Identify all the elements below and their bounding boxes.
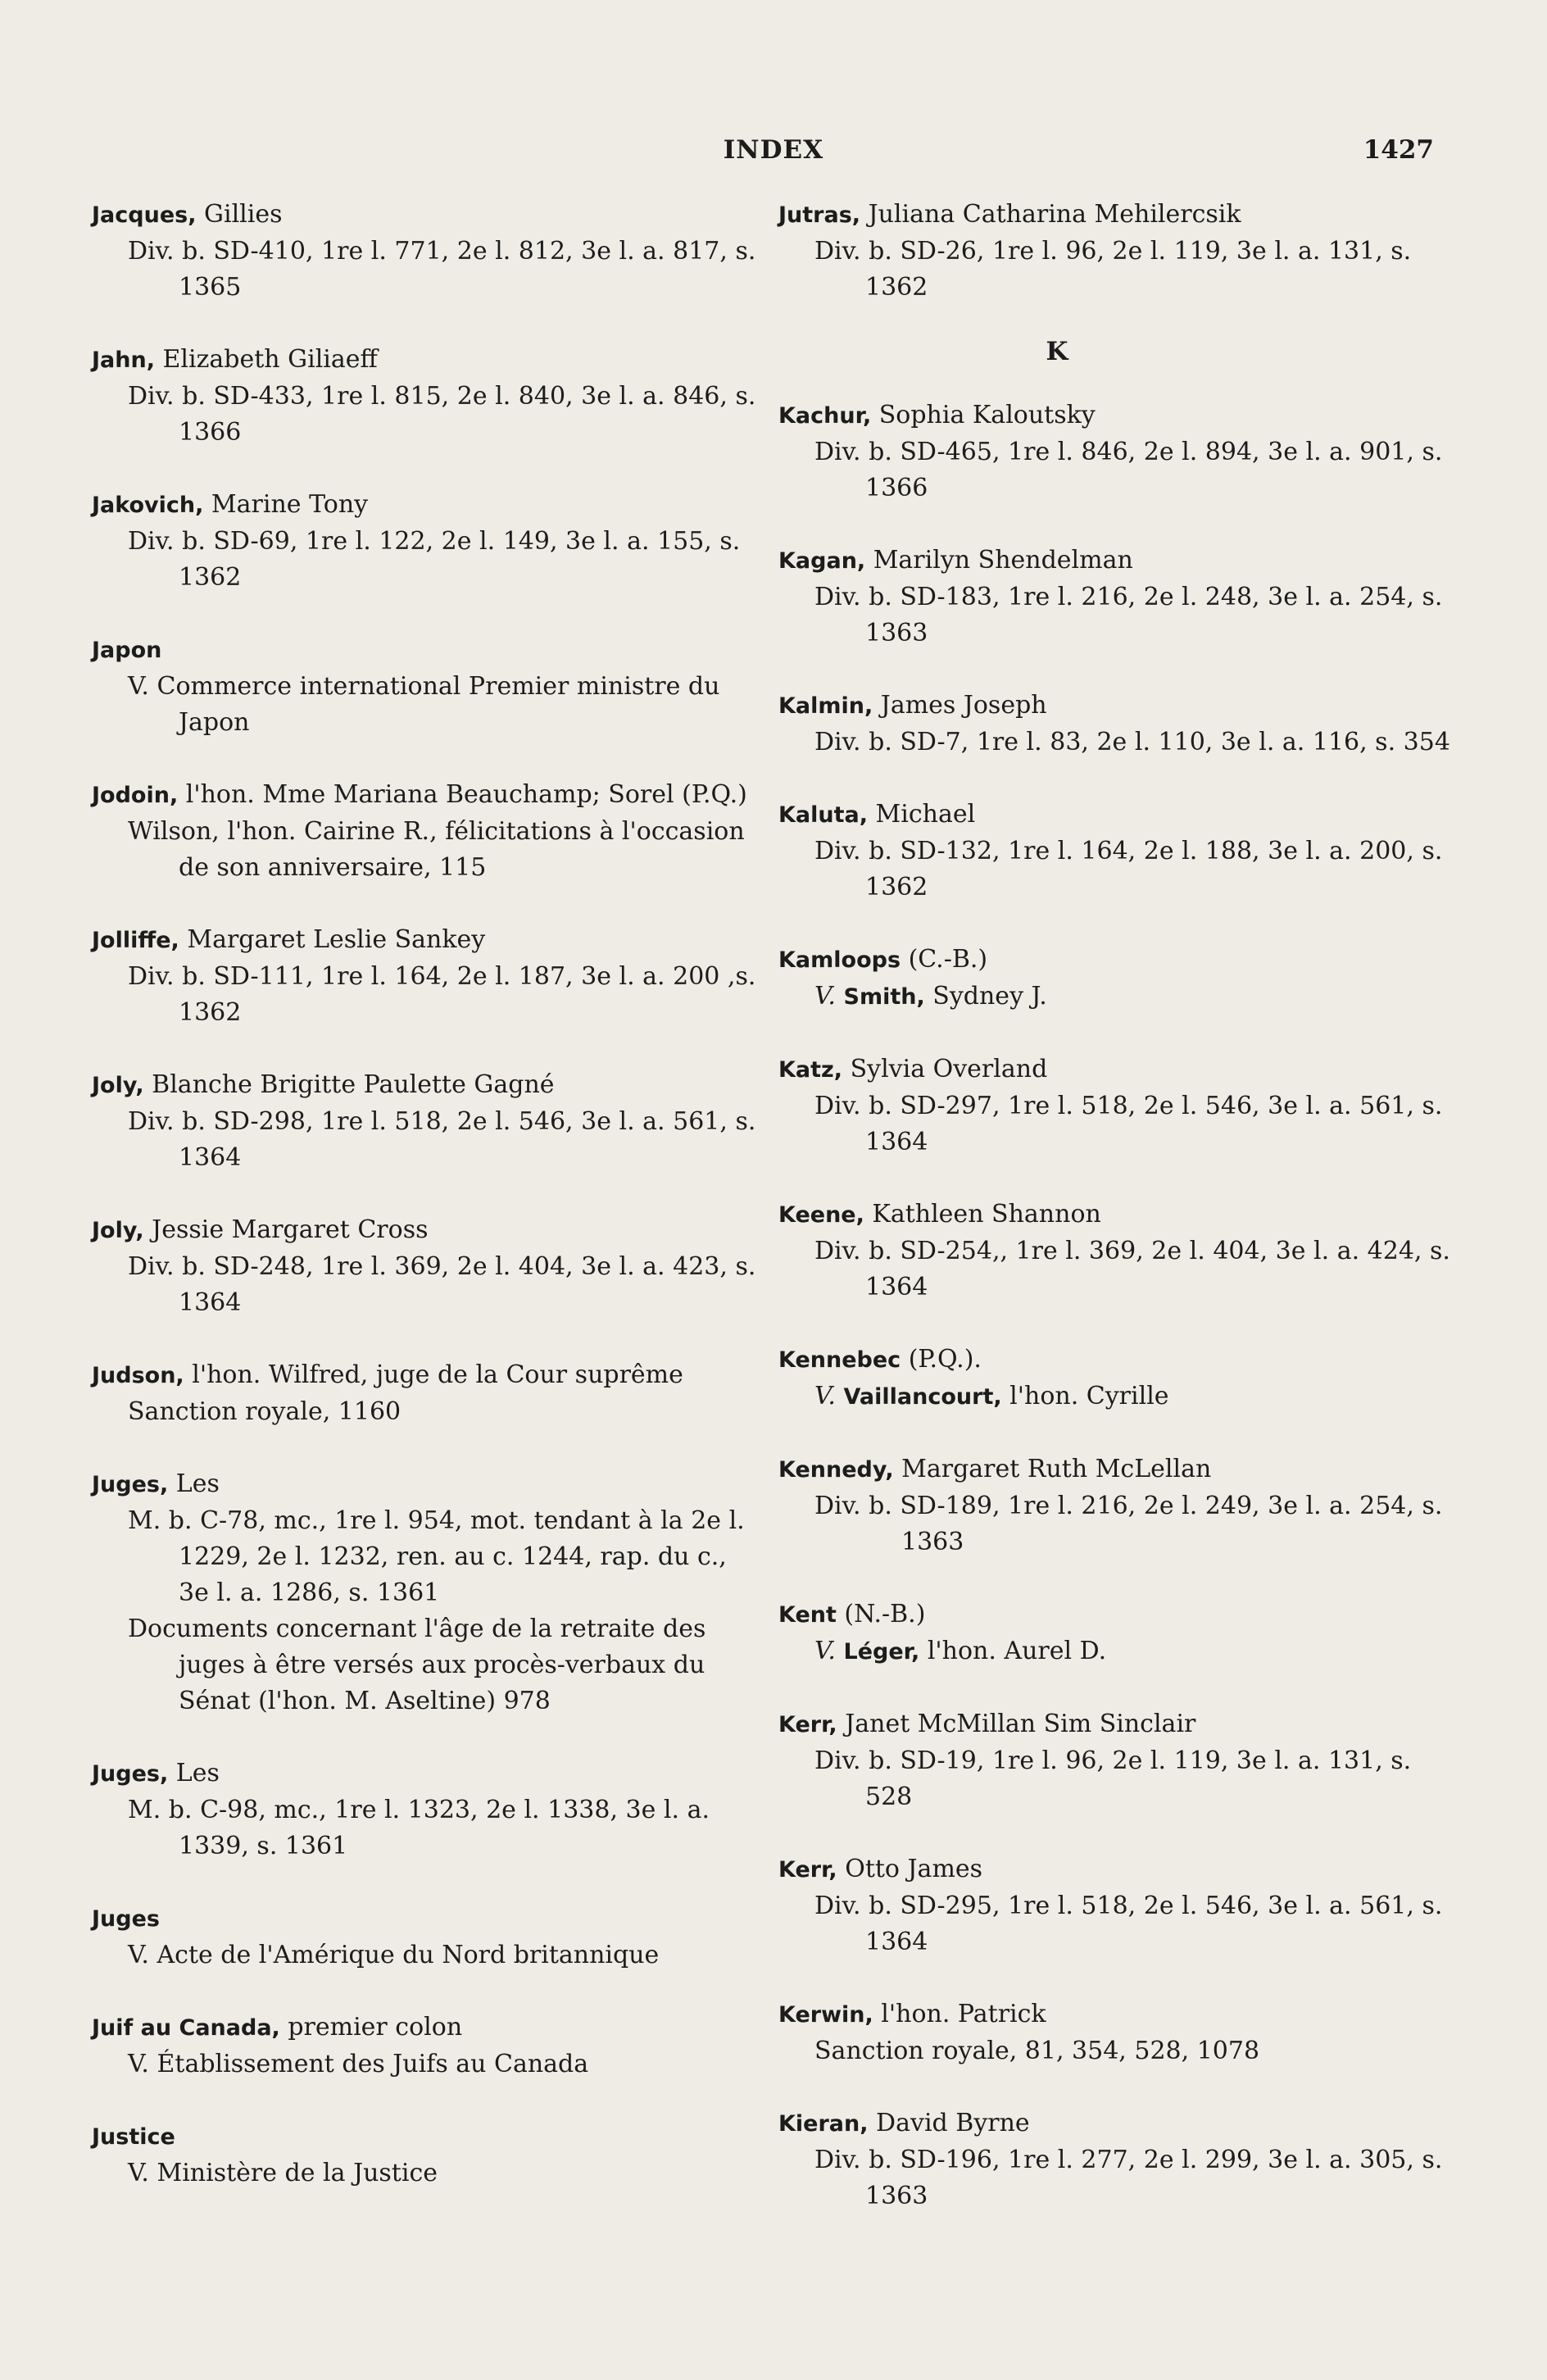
entry-headword: Kaluta, bbox=[778, 802, 869, 828]
right-column bbox=[778, 197, 1450, 2251]
entry-heading bbox=[92, 197, 764, 234]
see-target: Vaillancourt, bbox=[843, 1384, 1002, 1410]
index-entry bbox=[92, 342, 764, 451]
entry-reference: Div. b. SD-433, 1re l. 815, 2e l. 840, 3e l. a. 846, s. 1366 bbox=[128, 382, 756, 447]
entry-reference: Div. b. SD-248, 1re l. 369, 2e l. 404, 3e l. a. 423, s. 1364 bbox=[128, 1252, 756, 1317]
index-entry bbox=[92, 922, 764, 1031]
entry-heading-rest: David Byrne bbox=[868, 2109, 1030, 2137]
entry-reference: Div. b. SD-19, 1re l. 96, 2e l. 119, 3e l. a. 131, s. 528 bbox=[814, 1746, 1412, 1811]
entry-heading-rest: Margaret Ruth McLellan bbox=[893, 1455, 1212, 1483]
index-entry bbox=[778, 1197, 1450, 1306]
index-entry bbox=[92, 1755, 764, 1864]
entry-headword: Justice bbox=[92, 2124, 175, 2150]
entry-headword: Joly, bbox=[92, 1073, 144, 1098]
entry-headword: Juges, bbox=[92, 1472, 169, 1497]
entry-heading bbox=[92, 1357, 764, 1394]
entry-reference: Div. b. SD-69, 1re l. 122, 2e l. 149, 3e l. a. 155, s. 1362 bbox=[128, 527, 741, 592]
entry-heading-rest: l'hon. Wilfred, juge de la Cour suprême bbox=[184, 1360, 683, 1389]
entry-reference: M. b. C-78, mc., 1re l. 954, mot. tendant à la 2e l. 1229, 2e l. 1232, ren. au c. 1244, rap. du c., 3e l. a. 1286, s. 1361 bbox=[128, 1506, 745, 1607]
entry-headword: Jutras, bbox=[778, 202, 861, 228]
entry-heading-rest: (N.-B.) bbox=[836, 1600, 926, 1628]
index-entry bbox=[778, 1851, 1450, 1960]
index-entry bbox=[778, 1597, 1450, 1670]
entry-heading bbox=[92, 1466, 764, 1503]
entry-headword: Kent bbox=[778, 1602, 837, 1628]
index-entry bbox=[778, 1051, 1450, 1160]
entry-heading bbox=[92, 342, 764, 379]
entry-headword: Jodoin, bbox=[92, 783, 179, 808]
entry-heading-rest: Janet McMillan Sim Sinclair bbox=[837, 1710, 1196, 1738]
index-entry bbox=[778, 397, 1450, 506]
entry-headword: Juif au Canada, bbox=[92, 2015, 280, 2041]
entry-headword: Keene, bbox=[778, 1202, 864, 1228]
entry-reference: Div. b. SD-111, 1re l. 164, 2e l. 187, 3e l. a. 200 ,s. 1362 bbox=[128, 962, 756, 1027]
entry-headword: Judson, bbox=[92, 1363, 184, 1388]
entry-heading bbox=[92, 1067, 764, 1104]
entry-headword: Jakovich, bbox=[92, 493, 204, 518]
entry-heading-rest: Les bbox=[168, 1469, 220, 1498]
entry-heading-rest: premier colon bbox=[279, 2013, 463, 2042]
see-target: Smith, bbox=[843, 984, 925, 1010]
entry-reference: V. Ministère de la Justice bbox=[128, 2159, 438, 2187]
entry-headword: Kennebec bbox=[778, 1347, 901, 1373]
entry-headword: Kachur, bbox=[778, 403, 872, 429]
index-entry bbox=[92, 487, 764, 596]
index-entry bbox=[92, 2010, 764, 2082]
entry-heading bbox=[778, 1051, 1450, 1088]
see-reference bbox=[778, 979, 1450, 1015]
entry-heading bbox=[778, 1342, 1450, 1378]
see-reference bbox=[778, 1633, 1450, 1670]
entry-heading bbox=[778, 1996, 1450, 2033]
see-marker: V. bbox=[814, 1382, 836, 1410]
entry-heading-rest: Sylvia Overland bbox=[842, 1055, 1048, 1083]
index-entry bbox=[778, 1342, 1450, 1415]
entry-headword: Katz, bbox=[778, 1057, 843, 1083]
entry-reference: Div. b. SD-26, 1re l. 96, 2e l. 119, 3e l. a. 131, s. 1362 bbox=[814, 237, 1412, 302]
entry-heading-rest: Marilyn Shendelman bbox=[865, 546, 1133, 575]
entry-heading-rest: Michael bbox=[868, 800, 976, 829]
entry-headword: Jahn, bbox=[92, 347, 155, 373]
entry-heading bbox=[92, 922, 764, 959]
entry-reference: Div. b. SD-254,, 1re l. 369, 2e l. 404, 3e l. a. 424, s. 1364 bbox=[814, 1237, 1450, 1301]
entry-heading-rest: Sophia Kaloutsky bbox=[871, 401, 1096, 429]
entry-headword: Jacques, bbox=[92, 202, 197, 228]
entry-heading bbox=[778, 2105, 1450, 2142]
entry-heading bbox=[92, 632, 764, 669]
entry-reference: M. b. C-98, mc., 1re l. 1323, 2e l. 1338, 3e l. a. 1339, s. 1361 bbox=[128, 1796, 710, 1860]
entry-heading-rest: Blanche Brigitte Paulette Gagné bbox=[143, 1070, 555, 1099]
index-entry bbox=[92, 1067, 764, 1176]
entry-heading bbox=[92, 1212, 764, 1249]
entry-heading-rest: Les bbox=[168, 1759, 220, 1787]
index-entry bbox=[92, 1212, 764, 1321]
page-title: INDEX bbox=[723, 135, 824, 165]
entry-reference: Div. b. SD-132, 1re l. 164, 2e l. 188, 3e l. a. 200, s. 1362 bbox=[814, 837, 1443, 902]
entry-headword: Kieran, bbox=[778, 2111, 869, 2137]
entry-heading bbox=[778, 797, 1450, 833]
entry-heading bbox=[92, 487, 764, 524]
entry-heading bbox=[778, 1451, 1450, 1488]
page-number: 1427 bbox=[1363, 135, 1434, 165]
entry-headword: Kerr, bbox=[778, 1857, 837, 1883]
entry-heading bbox=[778, 942, 1450, 979]
entry-heading-rest: Otto James bbox=[837, 1855, 983, 1883]
index-entry bbox=[778, 197, 1450, 306]
entry-headword: Juges bbox=[92, 1906, 160, 1932]
entry-headword: Kagan, bbox=[778, 548, 866, 574]
entry-heading bbox=[778, 1706, 1450, 1743]
entry-heading-rest: Marine Tony bbox=[203, 490, 369, 519]
index-entry bbox=[92, 632, 764, 741]
index-entry bbox=[92, 1466, 764, 1719]
entry-reference: Div. b. SD-465, 1re l. 846, 2e l. 894, 3e l. a. 901, s. 1366 bbox=[814, 438, 1443, 502]
entry-reference: Div. b. SD-297, 1re l. 518, 2e l. 546, 3e l. a. 561, s. 1364 bbox=[814, 1092, 1443, 1156]
entry-heading bbox=[92, 1755, 764, 1792]
entry-heading-rest: (P.Q.). bbox=[901, 1345, 982, 1374]
entry-headword: Jolliffe, bbox=[92, 928, 179, 953]
entry-headword: Kerr, bbox=[778, 1712, 837, 1737]
entry-headword: Joly, bbox=[92, 1218, 144, 1243]
see-marker: V. bbox=[814, 982, 836, 1011]
entry-heading-rest: Kathleen Shannon bbox=[864, 1200, 1101, 1229]
entry-heading bbox=[778, 1851, 1450, 1888]
index-entry bbox=[778, 797, 1450, 906]
index-entry bbox=[92, 777, 764, 886]
entry-heading-rest: l'hon. Mme Mariana Beauchamp; Sorel (P.Q.) bbox=[178, 780, 747, 809]
entry-reference: Div. b. SD-189, 1re l. 216, 2e l. 249, 3e l. a. 254, s. 1363 bbox=[814, 1492, 1443, 1556]
entry-headword: Kerwin, bbox=[778, 2002, 873, 2028]
entry-reference: Sanction royale, 1160 bbox=[128, 1397, 401, 1426]
entry-headword: Japon bbox=[92, 638, 162, 663]
section-letter: K bbox=[1046, 337, 1068, 366]
entry-heading-rest: (C.-B.) bbox=[901, 945, 988, 974]
entry-heading-rest: James Joseph bbox=[873, 691, 1047, 720]
entry-reference: V. Acte de l'Amérique du Nord britannique bbox=[128, 1941, 660, 1969]
entry-headword: Kalmin, bbox=[778, 693, 873, 719]
entry-headword: Kamloops bbox=[778, 947, 901, 973]
index-entry bbox=[778, 1996, 1450, 2069]
index-entry bbox=[92, 1357, 764, 1430]
entry-headword: Kennedy, bbox=[778, 1457, 894, 1483]
see-target: Léger, bbox=[843, 1639, 920, 1665]
see-target-rest: l'hon. Cyrille bbox=[1001, 1382, 1169, 1410]
entry-heading bbox=[778, 197, 1450, 234]
entry-heading-rest: Margaret Leslie Sankey bbox=[179, 925, 486, 954]
entry-heading bbox=[92, 777, 764, 814]
index-entry bbox=[92, 1901, 764, 1973]
entry-heading bbox=[778, 397, 1450, 434]
see-target-rest: l'hon. Aurel D. bbox=[919, 1637, 1107, 1665]
index-entry bbox=[778, 543, 1450, 652]
entry-heading bbox=[92, 2010, 764, 2046]
entry-heading-rest: Elizabeth Giliaeff bbox=[154, 345, 378, 374]
index-entry bbox=[778, 1706, 1450, 1815]
entry-heading bbox=[778, 688, 1450, 724]
entry-reference: Div. b. SD-298, 1re l. 518, 2e l. 546, 3e l. a. 561, s. 1364 bbox=[128, 1107, 756, 1172]
see-reference bbox=[778, 1378, 1450, 1415]
see-marker: V. bbox=[814, 1637, 836, 1665]
entry-reference: Sanction royale, 81, 354, 528, 1078 bbox=[814, 2037, 1260, 2065]
entry-heading bbox=[778, 1597, 1450, 1633]
entry-reference: Div. b. SD-410, 1re l. 771, 2e l. 812, 3e l. a. 817, s. 1365 bbox=[128, 237, 756, 302]
entry-heading-rest: Gillies bbox=[196, 200, 283, 229]
index-entry bbox=[778, 688, 1450, 761]
entry-reference: Div. b. SD-196, 1re l. 277, 2e l. 299, 3e l. a. 305, s. 1363 bbox=[814, 2146, 1443, 2210]
index-entry bbox=[92, 2119, 764, 2192]
index-entry bbox=[778, 2105, 1450, 2214]
see-target-rest: Sydney J. bbox=[924, 982, 1047, 1011]
entry-headword: Juges, bbox=[92, 1761, 169, 1787]
entry-reference: Documents concernant l'âge de la retraite des juges à être versés aux procès-verbaux du Sénat (l'hon. M. Aseltine) 978 bbox=[128, 1615, 706, 1715]
entry-heading-rest: Jessie Margaret Cross bbox=[143, 1215, 429, 1244]
index-entry bbox=[778, 942, 1450, 1015]
entry-heading bbox=[92, 1901, 764, 1937]
entry-heading-rest: l'hon. Patrick bbox=[873, 2000, 1046, 2028]
entry-heading bbox=[778, 1197, 1450, 1233]
entry-heading-rest: Juliana Catharina Mehilercsik bbox=[860, 200, 1241, 229]
index-entry bbox=[778, 1451, 1450, 1560]
entry-reference: V. Établissement des Juifs au Canada bbox=[128, 2050, 589, 2078]
entry-reference: Div. b. SD-7, 1re l. 83, 2e l. 110, 3e l. a. 116, s. 354 bbox=[814, 728, 1450, 756]
entry-heading bbox=[778, 543, 1450, 579]
index-entry bbox=[92, 197, 764, 306]
entry-reference: Div. b. SD-295, 1re l. 518, 2e l. 546, 3e l. a. 561, s. 1364 bbox=[814, 1892, 1443, 1956]
entry-reference: Div. b. SD-183, 1re l. 216, 2e l. 248, 3e l. a. 254, s. 1363 bbox=[814, 583, 1443, 647]
left-column bbox=[92, 197, 764, 2228]
entry-reference: V. Commerce international Premier ministre du Japon bbox=[128, 672, 720, 737]
entry-reference: Wilson, l'hon. Cairine R., félicitations à l'occasion de son anniversaire, 115 bbox=[128, 817, 745, 882]
entry-heading bbox=[92, 2119, 764, 2155]
